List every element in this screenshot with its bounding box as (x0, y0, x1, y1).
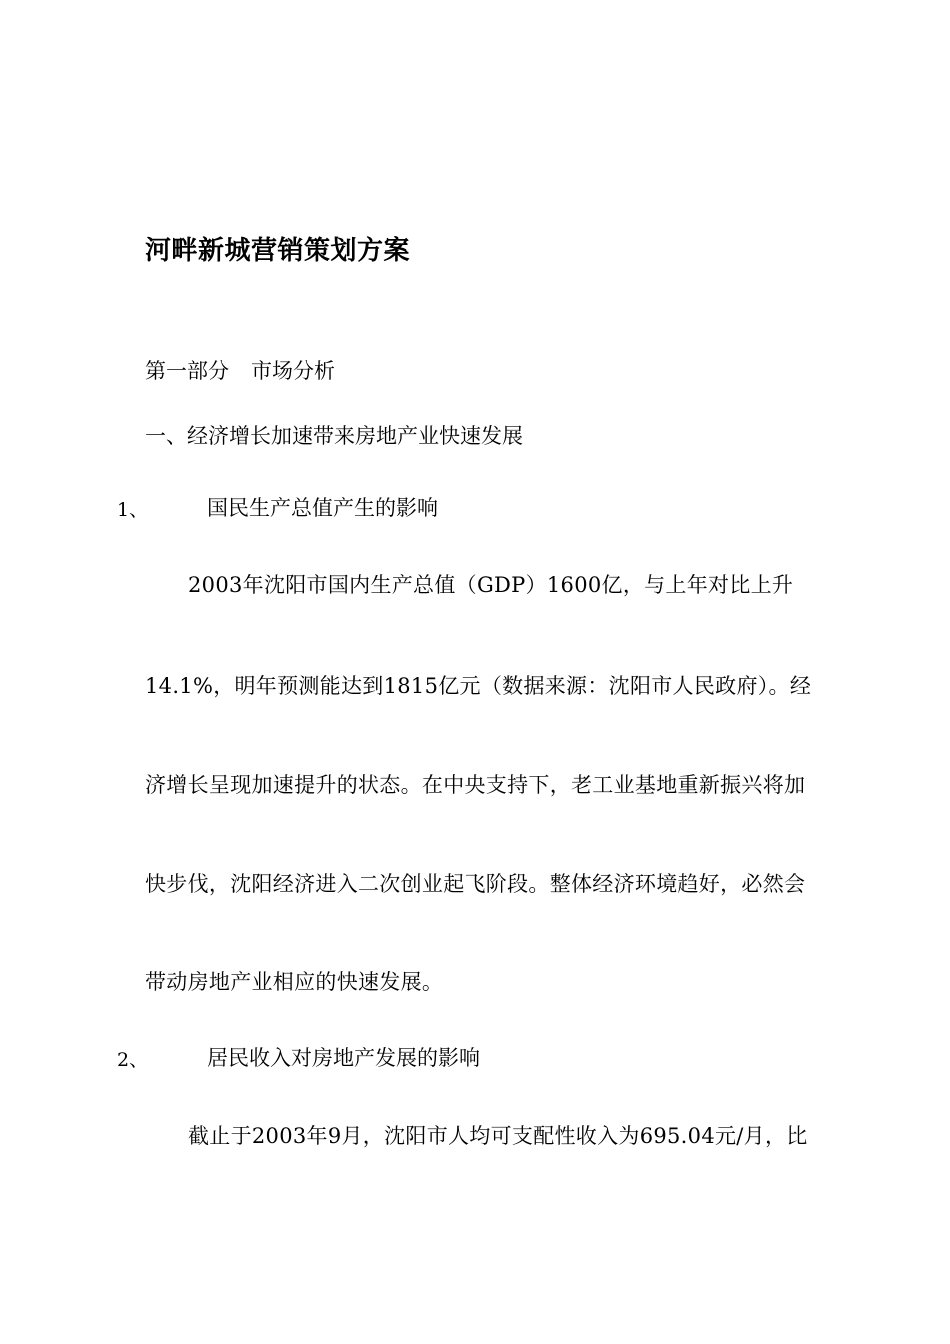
part-heading (145, 357, 335, 385)
paragraph-line: 济增长呈现加速提升的状态。在中央支持下，老工业基地重新振兴将加 (145, 773, 806, 797)
item-number: 2、 (117, 1049, 149, 1071)
paragraph-line: 2003年沈阳市国内生产总值（GDP）1600亿，与上年对比上升 (188, 573, 794, 597)
part-name: 市场分析 (251, 359, 335, 383)
item-heading: 居民收入对房地产发展的影响 (207, 1046, 480, 1070)
paragraph-line: 截止于2003年9月，沈阳市人均可支配性收入为695.04元/月，比 (188, 1124, 808, 1148)
part-label: 第一部分 (145, 359, 229, 383)
paragraph-line: 带动房地产业相应的快速发展。 (145, 970, 444, 994)
section-heading: 一、经济增长加速带来房地产业快速发展 (145, 424, 523, 448)
paragraph-line: 14.1%，明年预测能达到1815亿元（数据来源：沈阳市人民政府）。经 (145, 674, 812, 698)
item-number: 1、 (117, 499, 149, 521)
document-title: 河畔新城营销策划方案 (145, 236, 411, 266)
paragraph-line: 快步伐，沈阳经济进入二次创业起飞阶段。整体经济环境趋好，必然会 (145, 872, 806, 896)
item-heading: 国民生产总值产生的影响 (207, 496, 438, 520)
